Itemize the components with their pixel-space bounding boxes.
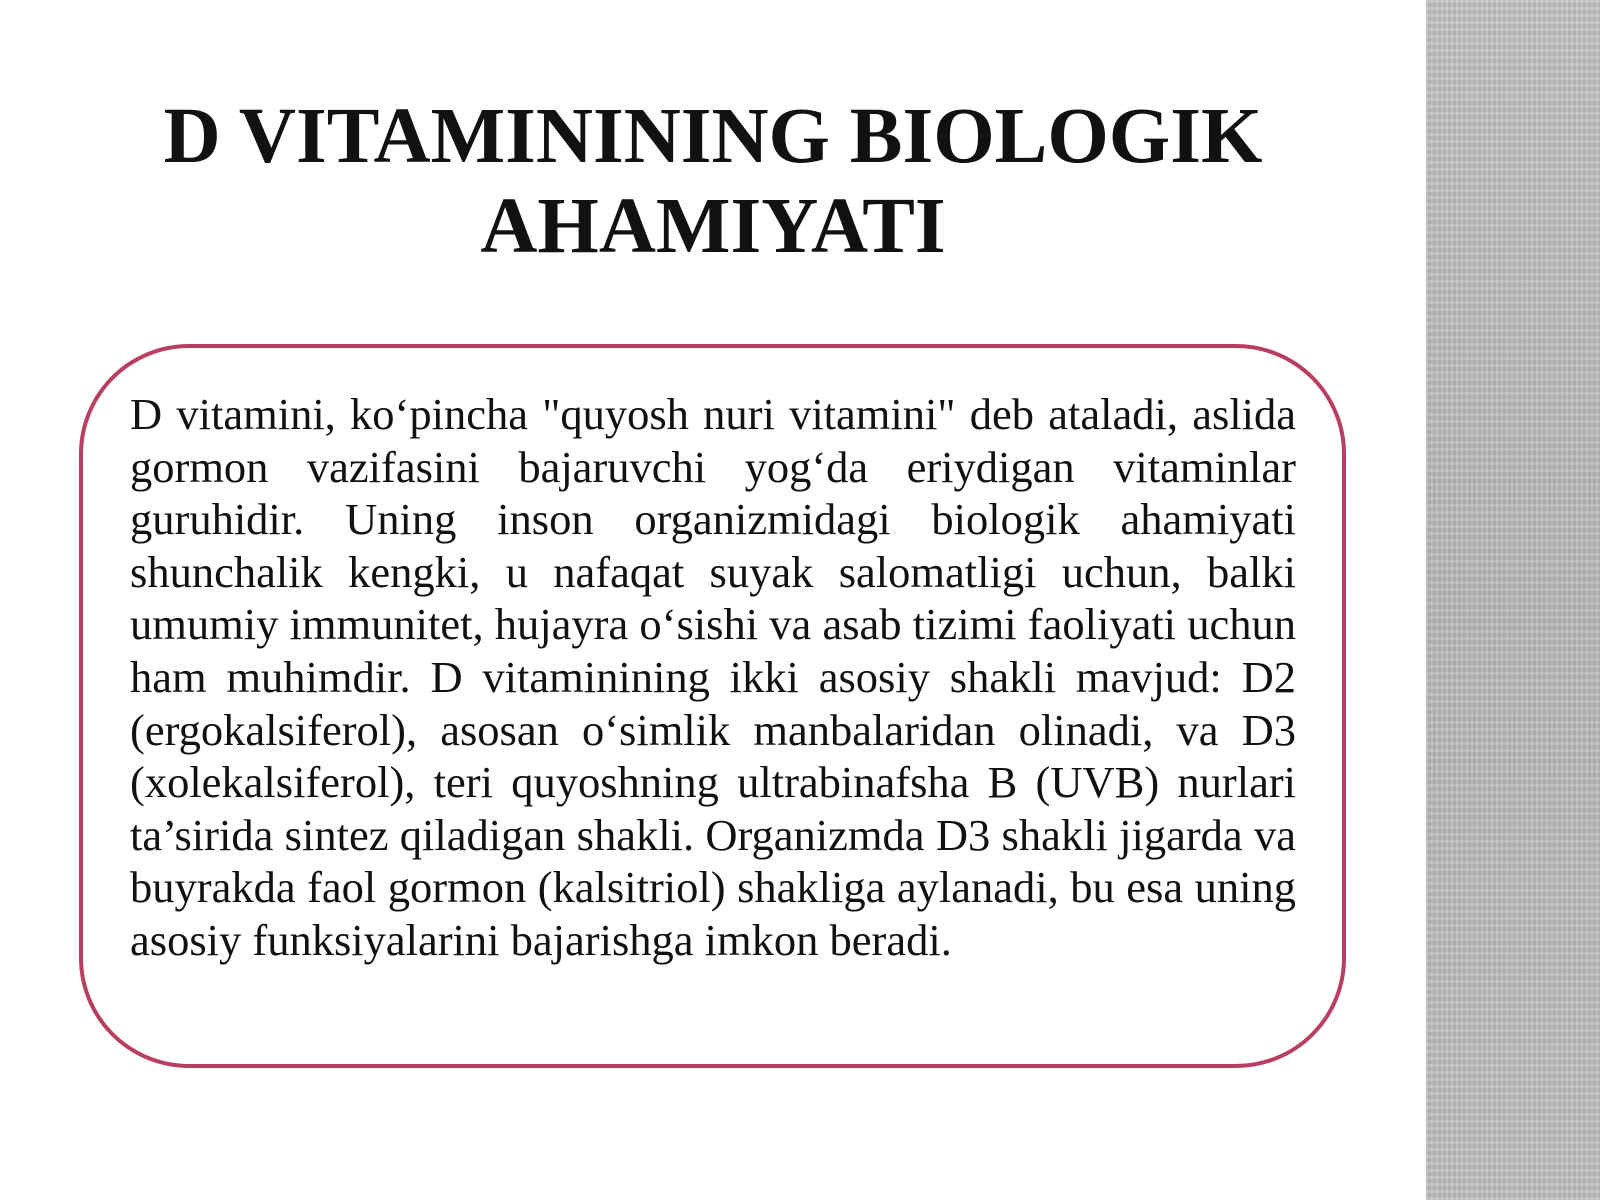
slide-title-line-1: D VITAMININING BIOLOGIK [163, 93, 1263, 180]
body-paragraph: D vitamini, ko‘pincha "quyosh nuri vitamini" deb ataladi, aslida gormon vazifasini bajaruvchi yog‘da eriydigan vitaminlar guruhidir. Uning inson organizmidagi biologik ahamiyati shunchalik kengki, u nafaqat suyak salomatligi uchun, balki umumiy immunitet, hujayra o‘sishi va asab tizimi faoliyati uchun ham muhimdir. D vitaminining ikki asosiy shakli mavjud: D2 (ergokalsiferol), asosan o‘simlik manbalaridan olinadi, va D3 (xolekalsiferol), teri quyoshning ultrabinafsha B (UVB) nurlari ta’sirida sintez qiladigan shakli. Organizmda D3 shakli jigarda va buyrakda faol gormon (kalsitriol) shakliga aylanadi, bu esa uning asosiy funksiyalarini bajarishga imkon beradi. [130, 389, 1296, 965]
slide-title [60, 92, 1366, 272]
slide-title-line-2: AHAMIYATI [480, 183, 946, 270]
side-texture-strip [1426, 0, 1600, 1200]
